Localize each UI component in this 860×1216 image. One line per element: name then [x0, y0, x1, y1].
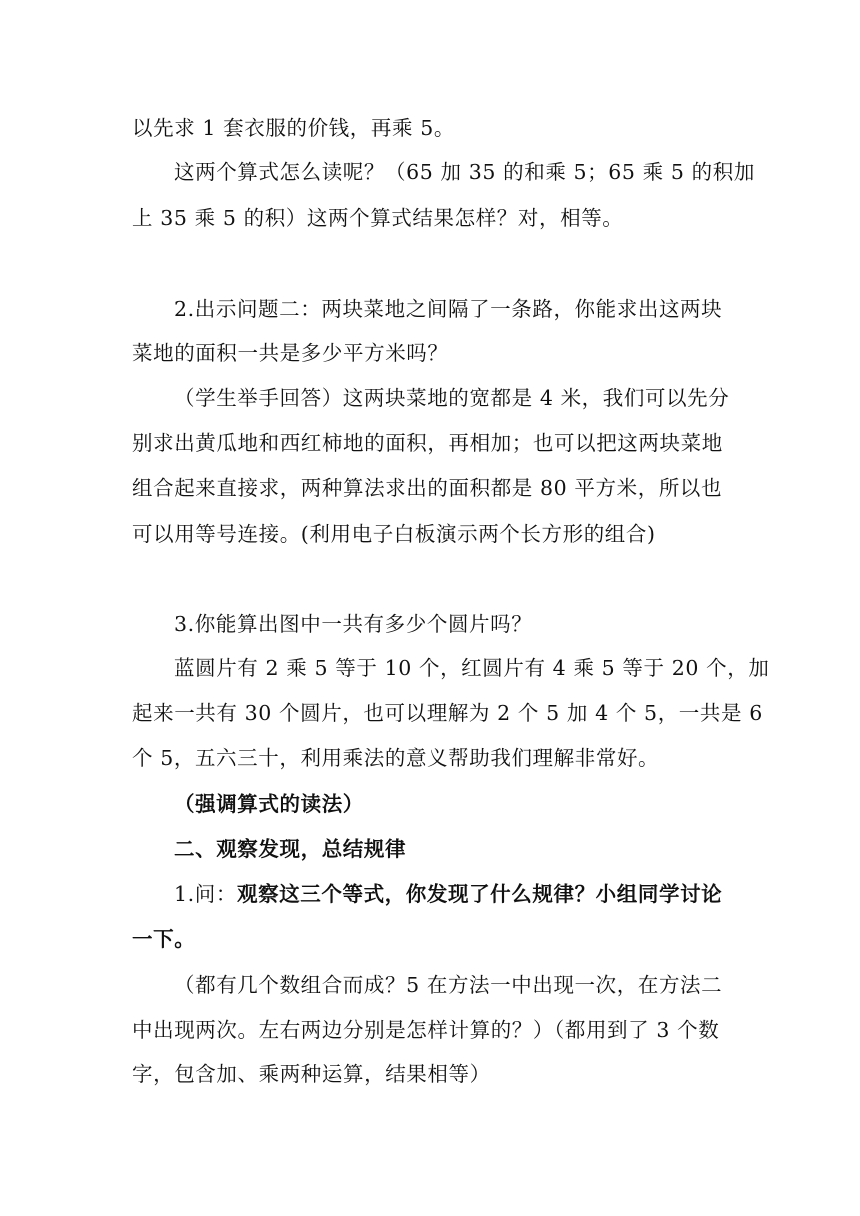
paragraph-line: 个 5，五六三十，利用乘法的意义帮助我们理解非常好。 — [132, 746, 660, 770]
question-bold-text: 观察这三个等式，你发现了什么规律？小组同学讨论 — [236, 882, 723, 906]
paragraph-line: 可以用等号连接。(利用电子白板演示两个长方形的组合) — [132, 522, 656, 546]
question-3-line: 3.你能算出图中一共有多少个圆片吗？ — [174, 612, 533, 636]
paragraph-line: 字，包含加、乘两种运算，结果相等） — [132, 1062, 491, 1086]
question-2-line: 2.出示问题二：两块菜地之间隔了一条路，你能求出这两块 — [174, 297, 723, 321]
paragraph-line: 蓝圆片有 2 乘 5 等于 10 个，红圆片有 4 乘 5 等于 20 个，加 — [174, 656, 770, 680]
paragraph-line: 别求出黄瓜地和西红柿地的面积，再相加；也可以把这两块菜地 — [132, 431, 723, 455]
paragraph-line: 以先求 1 套衣服的价钱，再乘 5。 — [132, 116, 455, 140]
paragraph-line: 这两个算式怎么读呢？（65 加 35 的和乘 5；65 乘 5 的积加 — [174, 160, 755, 184]
section-heading: 二、观察发现，总结规律 — [174, 837, 407, 861]
emphasis-note: （强调算式的读法） — [174, 792, 364, 816]
paragraph-line: 组合起来直接求，两种算法求出的面积都是 80 平方米，所以也 — [132, 476, 723, 500]
paragraph-line: 中出现两次。左右两边分别是怎样计算的？）（都用到了 3 个数 — [132, 1018, 720, 1042]
paragraph-line: 一下。 — [132, 927, 196, 951]
question-prefix: 1.问： — [174, 882, 237, 906]
paragraph-line: （学生举手回答）这两块菜地的宽都是 4 米，我们可以先分 — [174, 386, 730, 410]
paragraph-line: 起来一共有 30 个圆片，也可以理解为 2 个 5 加 4 个 5，一共是 6 — [132, 701, 763, 725]
question-1-line — [174, 881, 734, 907]
paragraph-line: 菜地的面积一共是多少平方米吗？ — [132, 341, 449, 365]
paragraph-line: 上 35 乘 5 的积）这两个算式结果怎样？对，相等。 — [132, 206, 624, 230]
paragraph-line: （都有几个数组合而成？5 在方法一中出现一次，在方法二 — [174, 973, 723, 997]
